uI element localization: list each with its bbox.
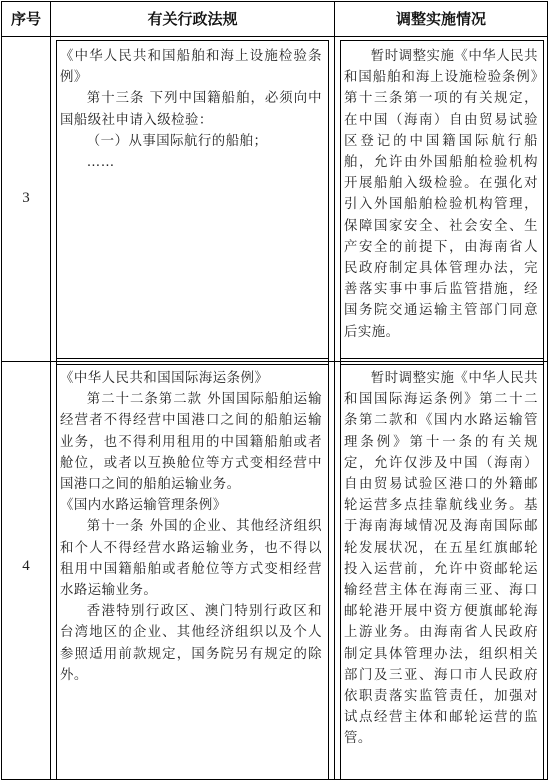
inner-rule xyxy=(340,40,341,779)
law-title: 《中华人民共和国国际海运条例》 xyxy=(60,371,269,386)
law-ellipsis: …… xyxy=(86,155,115,171)
inner-rule xyxy=(340,364,543,365)
header-law: 有关行政法规 xyxy=(147,10,238,28)
inner-rule xyxy=(543,40,544,779)
adjust-text: 暂时调整实施《中华人民共和国船舶和海上设施检验条例》第十三条第一项的有关规定，在中国（海南）自由贸易试验区登记的中国籍国际航行船舶，允许由外国船舶检验机构开展船舶入级检验。在强化对引入外国船舶检验机构管理，保障国家安全、社会安全、生产安全的前提下，由海南省人民政府制定具体管理办法，完善落实事中事后监管措施，经国务院交通运输主管部门同意后实施。 xyxy=(344,49,538,340)
law-title: 《中华人民共和国船舶和海上设施检验条例》 xyxy=(60,49,322,86)
column-divider xyxy=(334,2,335,779)
law-cell xyxy=(60,368,322,686)
header-adjust: 调整实施情况 xyxy=(395,10,486,28)
inner-rule xyxy=(340,40,543,41)
inner-rule xyxy=(56,40,328,41)
header-divider xyxy=(2,36,547,37)
inner-rule xyxy=(56,358,328,359)
header-index: 序号 xyxy=(10,10,41,28)
law-title: 《国内水路运输管理条例》 xyxy=(60,498,227,514)
law-cell xyxy=(60,46,322,173)
column-divider xyxy=(50,2,51,779)
inner-rule xyxy=(56,40,57,779)
row-divider xyxy=(2,361,547,362)
inner-rule xyxy=(56,364,328,365)
law-item: （一）从事国际航行的船舶； xyxy=(86,133,268,149)
row-index: 4 xyxy=(22,558,30,574)
law-paragraph: 第十一条 外国的企业、其他经济组织和个人不得经营水路运输业务，也不得以租用中国籍船舶或者舱位等方式变相经营水路运输业务。 xyxy=(60,519,322,599)
regulation-table xyxy=(1,1,548,780)
inner-rule xyxy=(328,40,329,779)
adjust-cell xyxy=(344,368,538,750)
law-paragraph: 香港特别行政区、澳门特别行政区和台湾地区的企业、其他经济组织以及个人参照适用前款规定，国务院另有规定的除外。 xyxy=(60,604,322,683)
law-article: 第十三条 下列中国籍船舶，必须向中国船级社申请入级检验： xyxy=(60,91,322,128)
law-paragraph: 第二十二条第二款 外国国际船舶运输经营者不得经营中国港口之间的船舶运输业务，也不得利用租用的中国籍船舶或者舱位，或者以互换舱位等方式变相经营中国港口之间的船舶运输业务。 xyxy=(60,392,322,493)
row-index: 3 xyxy=(22,190,30,206)
adjust-text: 暂时调整实施《中华人民共和国国际海运条例》第二十二条第二款和《国内水路运输管理条例》第十一条的有关规定，允许仅涉及中国（海南）自由贸易试验区港口的外籍邮轮运营多点挂靠航线业务。基于海南海域情况及海南国际邮轮发展状况，在五星红旗邮轮投入运营前，允许中资邮轮运输经营主体在海南三亚、海口邮轮港开展中资方便旗邮轮海上游业务。由海南省人民政府制定具体管理办法，组织相关部门及三亚、海口市人民政府依职责落实监管责任，加强对试点经营主体和邮轮运营的监管。 xyxy=(344,371,538,747)
adjust-cell xyxy=(344,46,538,343)
inner-rule xyxy=(340,358,543,359)
